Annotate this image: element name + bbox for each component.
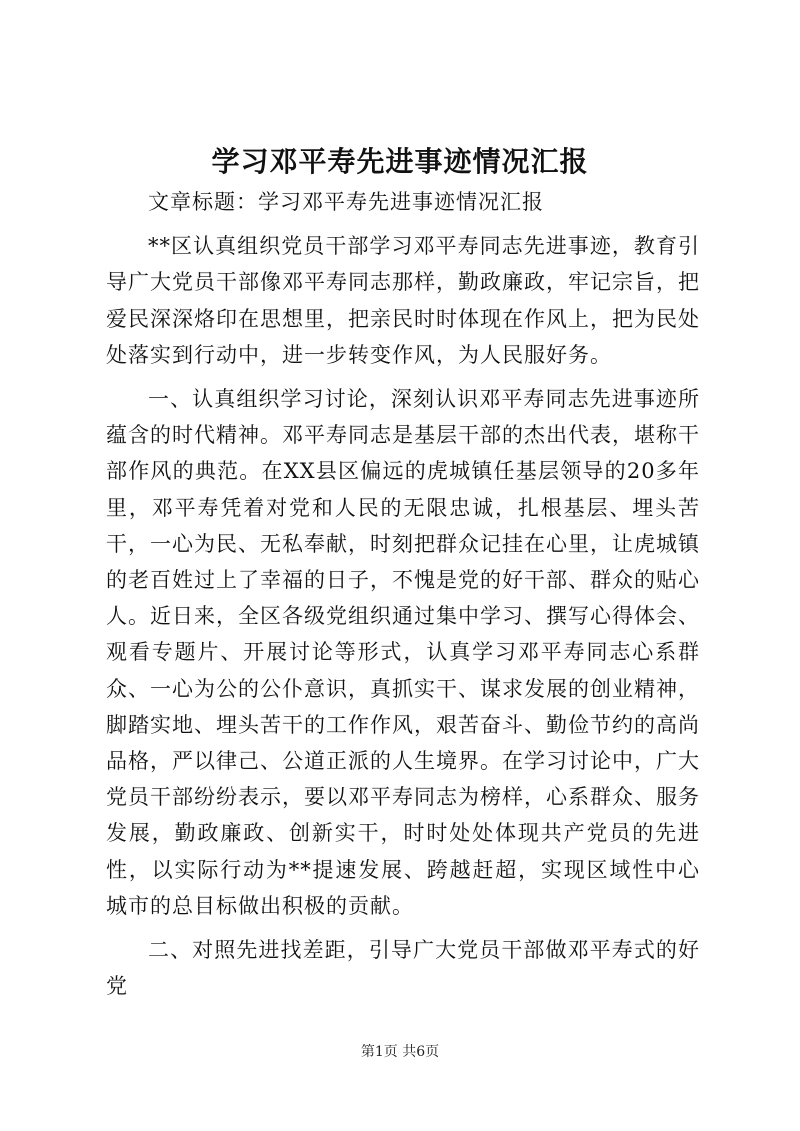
- page-number-footer: 第1页 共6页: [360, 1044, 440, 1060]
- document-title: 学习邓平寿先进事迹情况汇报: [211, 145, 589, 178]
- paragraph-section-2: 二、对照先进找差距，引导广大党员干部做邓平寿式的好党: [106, 938, 700, 999]
- paragraph-section-1: 一、认真组织学习讨论，深刻认识邓平寿同志先进事迹所蕴含的时代精神。邓平寿同志是基层干部的杰出代表，堪称干部作风的典范。在XX县区偏远的虎城镇任基层领导的20多年里，邓平寿凭着对党和人民的无限忠诚，扎根基层、埋头苦干，一心为民、无私奉献，时刻把群众记挂在心里，让虎城镇的老百姓过上了幸福的日子，不愧是党的好干部、群众的贴心人。近日来，全区各级党组织通过集中学习、撰写心得体会、观看专题片、开展讨论等形式，认真学习邓平寿同志心系群众、一心为公的公仆意识，真抓实干、谋求发展的创业精神，脚踏实地、埋头苦干的工作作风，艰苦奋斗、勤俭节约的高尚品格，严以律己、公道正派的人生境界。在学习讨论中，广大党员干部纷纷表示，要以邓平寿同志为榜样，心系群众、服务发展，勤政廉政、创新实干，时时处处体现共产党员的先进性，以实际行动为**提速发展、跨越赶超，实现区域性中心城市的总目标做出积极的贡献。: [106, 387, 700, 918]
- paragraph-intro: **区认真组织党员干部学习邓平寿同志先进事迹，教育引导广大党员干部像邓平寿同志那样，勤政廉政，牢记宗旨，把爱民深深烙印在思想里，把亲民时时体现在作风上，把为民处处落实到行动中，进一步转变作风，为人民服好务。: [106, 234, 700, 367]
- document-body: [106, 184, 700, 1004]
- article-title-line: 文章标题：学习邓平寿先进事迹情况汇报: [148, 190, 544, 214]
